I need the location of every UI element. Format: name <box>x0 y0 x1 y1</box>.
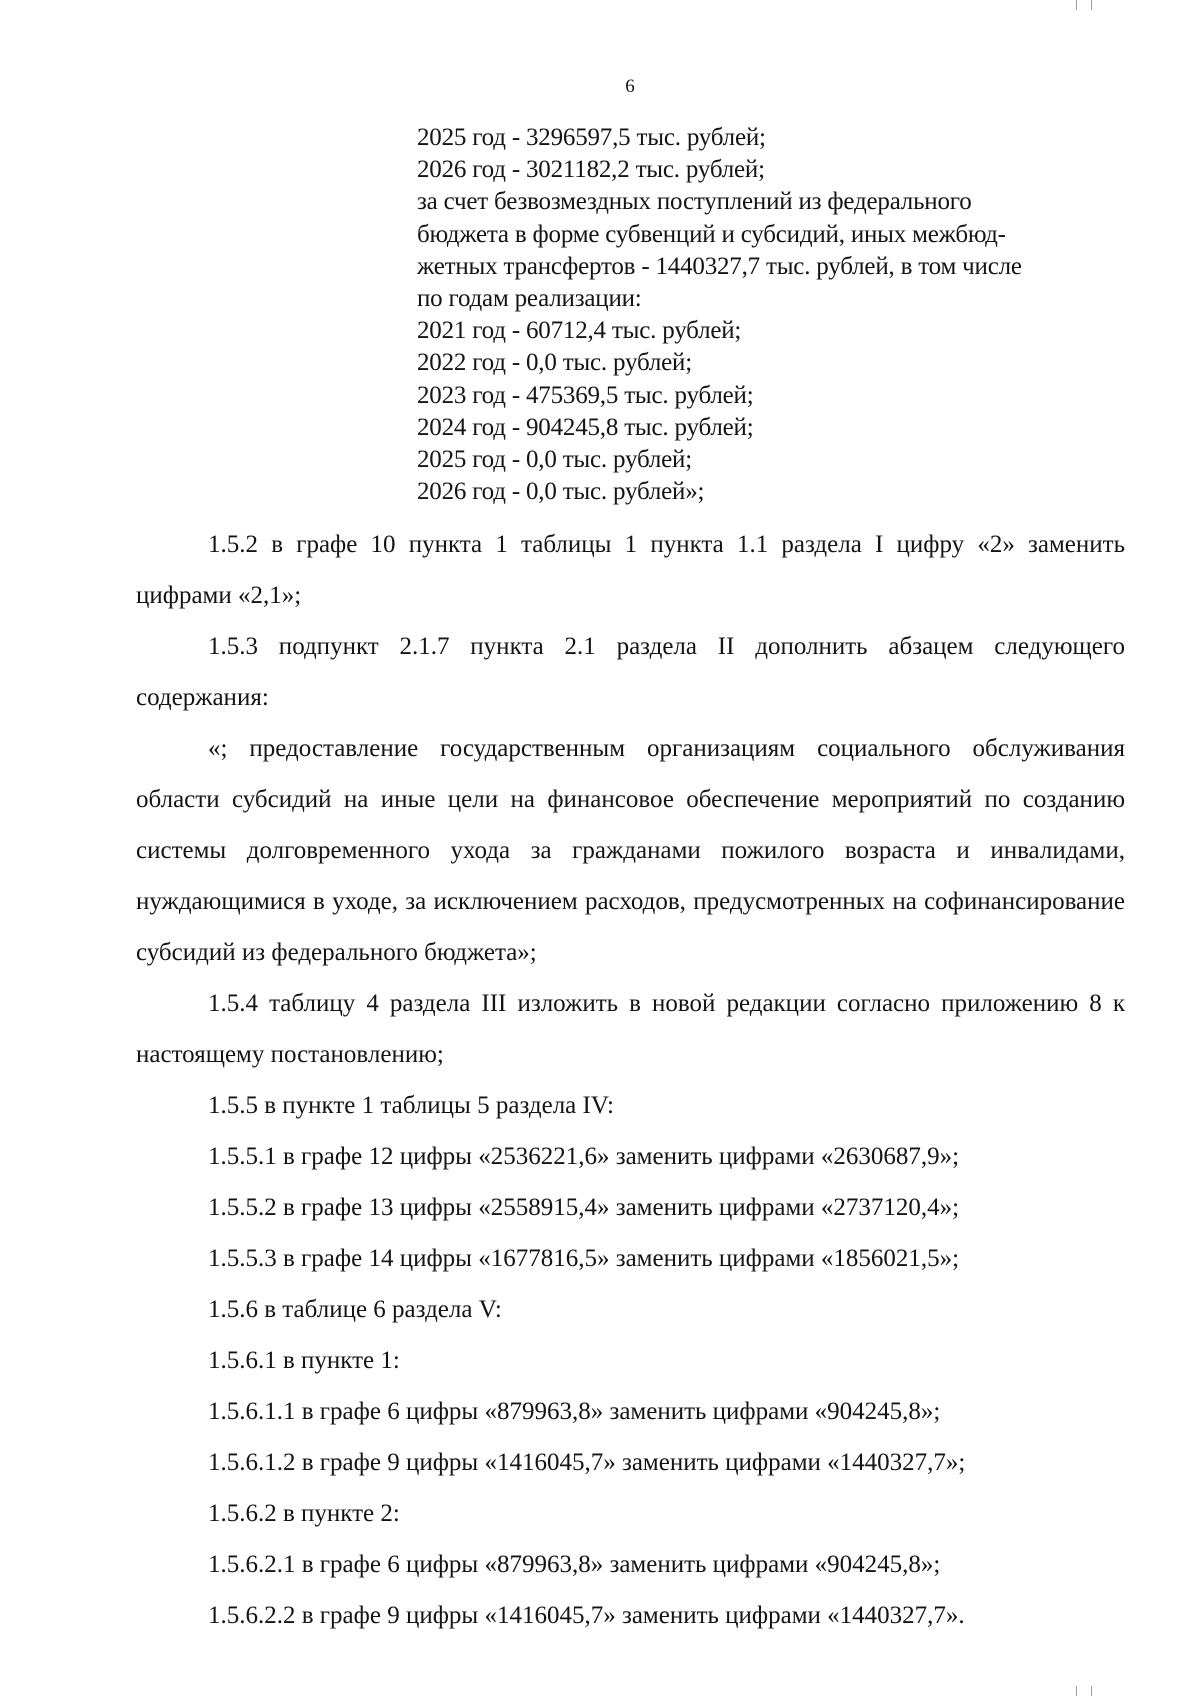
paragraph: 1.5.3 подпункт 2.1.7 пункта 2.1 раздела II дополнить абзацем следующего содержания: <box>136 633 1125 711</box>
amendment-line: 1.5.6.2 в пункте 2: <box>208 1500 400 1527</box>
document-body <box>136 519 1125 1641</box>
amendment-line: 1.5.6.1.2 в графе 9 цифры «1416045,7» заменить цифрами «1440327,7»; <box>208 1449 966 1476</box>
paragraph: 1.5.4 таблицу 4 раздела III изложить в новой редакции согласно приложению 8 к настоящему постановлению; <box>136 990 1125 1068</box>
amendment-line: 1.5.6 в таблице 6 раздела V: <box>208 1296 502 1323</box>
funding-line: 2023 год - 475369,5 тыс. рублей; <box>417 381 754 409</box>
funding-line: по годам реализации: <box>417 285 642 313</box>
amendment-line: 1.5.5.3 в графе 14 цифры «1677816,5» заменить цифрами «1856021,5»; <box>208 1245 960 1272</box>
amendment-line: 1.5.6.1 в пункте 1: <box>208 1347 400 1374</box>
funding-line: 2025 год - 0,0 тыс. рублей; <box>417 446 692 474</box>
scan-edge-mark <box>1076 0 1092 10</box>
funding-block <box>417 122 1129 508</box>
funding-line: 2026 год - 3021182,2 тыс. рублей; <box>417 156 765 184</box>
paragraph: 1.5.2 в графе 10 пункта 1 таблицы 1 пункта 1.1 раздела I цифру «2» заменить цифрами «2,1»; <box>136 531 1125 609</box>
funding-line: жетных трансфертов - 1440327,7 тыс. рублей, в том числе <box>417 252 1022 280</box>
amendment-line: 1.5.5 в пункте 1 таблицы 5 раздела IV: <box>208 1092 614 1119</box>
paragraph: «; предоставление государственным организациям социального обслуживания области субсидий на иные цели на финансовое обеспечение мероприятий по созданию системы долговременного ухода за гражданами пожилого возраста и инвалидами, нуждающимися в уходе, за исключением расходов, предусмотренных на софинансирование субсидий из федерального бюджета»; <box>136 735 1125 966</box>
funding-line: 2021 год - 60712,4 тыс. рублей; <box>417 317 742 345</box>
amendment-line: 1.5.6.1.1 в графе 6 цифры «879963,8» заменить цифрами «904245,8»; <box>208 1398 941 1425</box>
scan-edge-mark <box>1076 1686 1092 1696</box>
funding-line: 2024 год - 904245,8 тыс. рублей; <box>417 413 754 441</box>
funding-line: за счет безвозмездных поступлений из федерального <box>417 188 972 216</box>
amendment-line: 1.5.6.2.2 в графе 9 цифры «1416045,7» заменить цифрами «1440327,7». <box>208 1602 965 1629</box>
funding-line: бюджета в форме субвенций и субсидий, иных межбюд- <box>417 220 1006 248</box>
page-number: 6 <box>625 76 635 97</box>
amendment-line: 1.5.6.2.1 в графе 6 цифры «879963,8» заменить цифрами «904245,8»; <box>208 1551 941 1578</box>
funding-line: 2026 год - 0,0 тыс. рублей»; <box>417 478 705 506</box>
amendment-line: 1.5.5.1 в графе 12 цифры «2536221,6» заменить цифрами «2630687,9»; <box>208 1143 960 1170</box>
funding-line: 2025 год - 3296597,5 тыс. рублей; <box>417 124 766 151</box>
funding-line: 2022 год - 0,0 тыс. рублей; <box>417 349 692 377</box>
amendment-line: 1.5.5.2 в графе 13 цифры «2558915,4» заменить цифрами «2737120,4»; <box>208 1194 960 1221</box>
